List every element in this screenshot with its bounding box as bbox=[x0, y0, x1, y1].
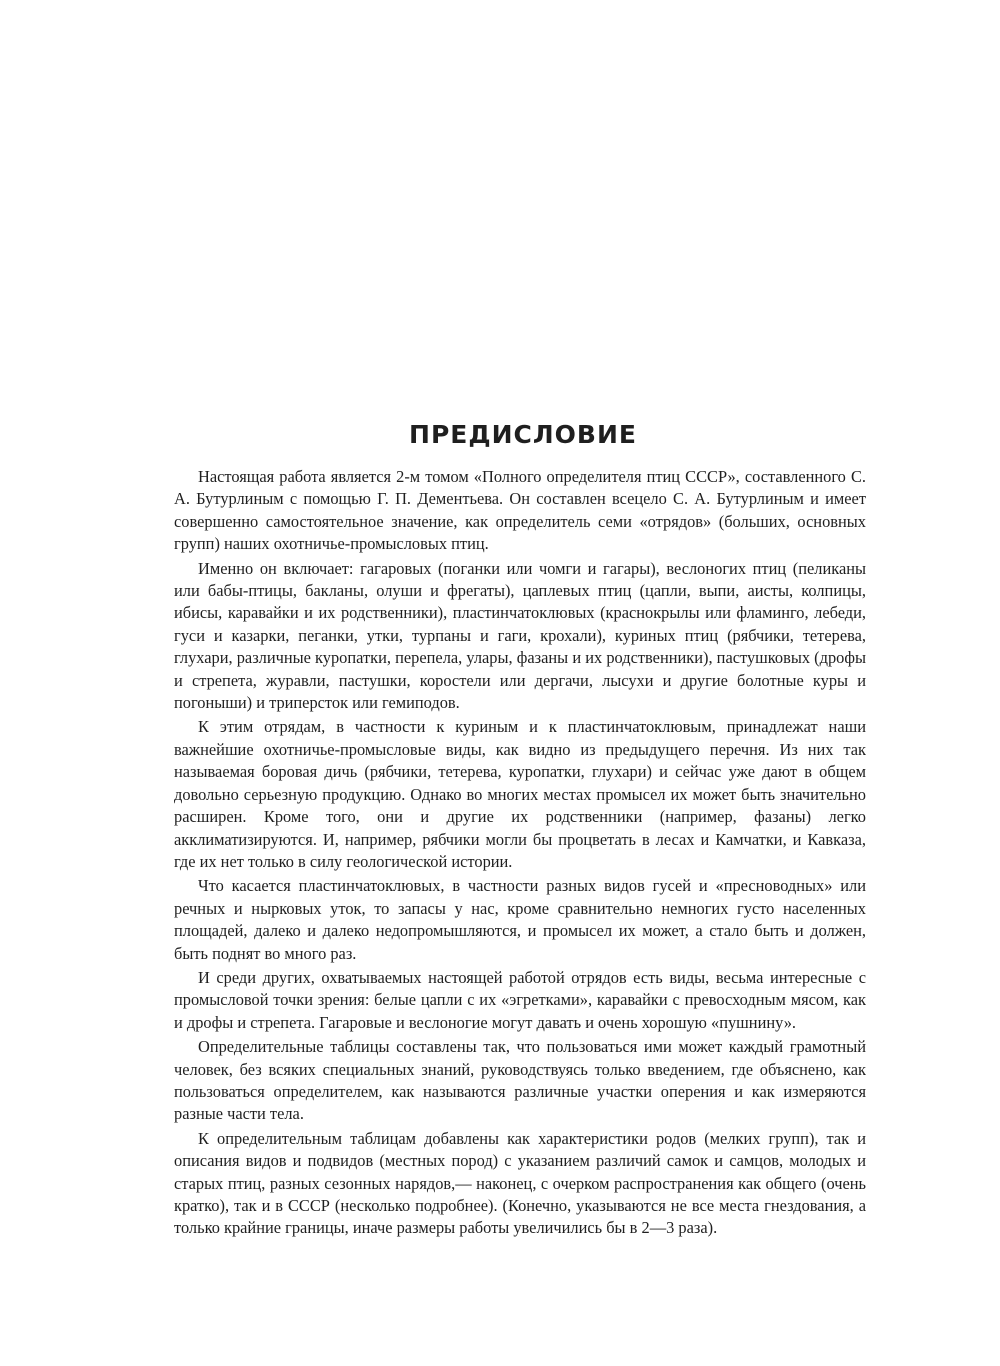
paragraph-3: К этим отрядам, в частности к куриным и к пластинчатоклювым, принадлежат наши важнейшие охотничье-промысловые виды, как видно из предыдущего перечня. Из них так называемая боровая дичь (рябчики, тетерева, куропатки, глухари) и сейчас уже дают в общем довольно серьезную продукцию. Однако во многих местах промысел их может быть значительно расширен. Кроме того, они и другие их родственники (например, фазаны) легко акклиматизируются. И, например, рябчики могли бы процветать в лесах и Камчатки, и Кавказа, где их нет только в силу геологической истории. bbox=[174, 717, 866, 871]
preface-body bbox=[174, 466, 866, 1242]
paragraph-6: Определительные таблицы составлены так, что пользоваться ими может каждый грамотный человек, без всяких специальных знаний, руководствуясь только введением, где объяснено, как пользоваться определителем, как называются различные участки оперения и как измеряются разные части тела. bbox=[174, 1037, 866, 1124]
paragraph-5: И среди других, охватываемых настоящей работой отрядов есть виды, весьма интересные с промысловой точки зрения: белые цапли с их «эгретками», каравайки с превосходным мясом, как и дрофы и стрепета. Гагаровые и веслоногие могут давать и очень хорошую «пушнину». bbox=[174, 967, 866, 1032]
paragraph-2: Именно он включает: гагаровых (поганки или чомги и гагары), веслоногих птиц (пеликаны или бабы-птицы, бакланы, олуши и фрегаты), цаплевых птиц (цапли, выпи, аисты, колпицы, ибисы, каравайки и их родственники), пластинчатоклювых (краснокрылы или фламинго, лебеди, гуси и казарки, пеганки, утки, турпаны и гаги, крохали), куриных птиц (рябчики, тетерева, глухари, различные куропатки, перепела, улары, фазаны и их родственники), пастушковых (дрофы и стрепета, журавли, пастушки, коростели или дергачи, лысухи и другие болотные куры и погоныши) и триперсток или гемиподов. bbox=[174, 558, 866, 713]
paragraph-4: Что касается пластинчатоклювых, в частности разных видов гусей и «пресноводных» или речных и нырковых уток, то запасы у нас, кроме сравнительно немногих густо населенных площадей, далеко и далеко недопромышляются, и промысел их может, а стало быть и должен, быть поднят во много раз. bbox=[174, 876, 866, 963]
paragraph-7: К определительным таблицам добавлены как характеристики родов (мелких групп), так и описания видов и подвидов (местных пород) с указанием различий самок и самцов, молодых и старых птиц, разных сезонных нарядов,— наконец, с очерком распространения как общего (очень кратко), так и в СССР (несколько подробнее). (Конечно, указываются не все места гнездования, а только крайние границы, иначе размеры работы увеличились бы в 2—3 раза). bbox=[174, 1128, 866, 1238]
page-title: ПРЕДИСЛОВИЕ bbox=[409, 420, 637, 449]
paragraph-1: Настоящая работа является 2-м томом «Полного определителя птиц СССР», составленного С. А. Бутурлиным с помощью Г. П. Дементьева. Он составлен всецело С. А. Бутурлиным и имеет совершенно самостоятельное значение, как определитель семи «отрядов» (больших, основных групп) наших охотничье-промысловых птиц. bbox=[174, 467, 866, 554]
